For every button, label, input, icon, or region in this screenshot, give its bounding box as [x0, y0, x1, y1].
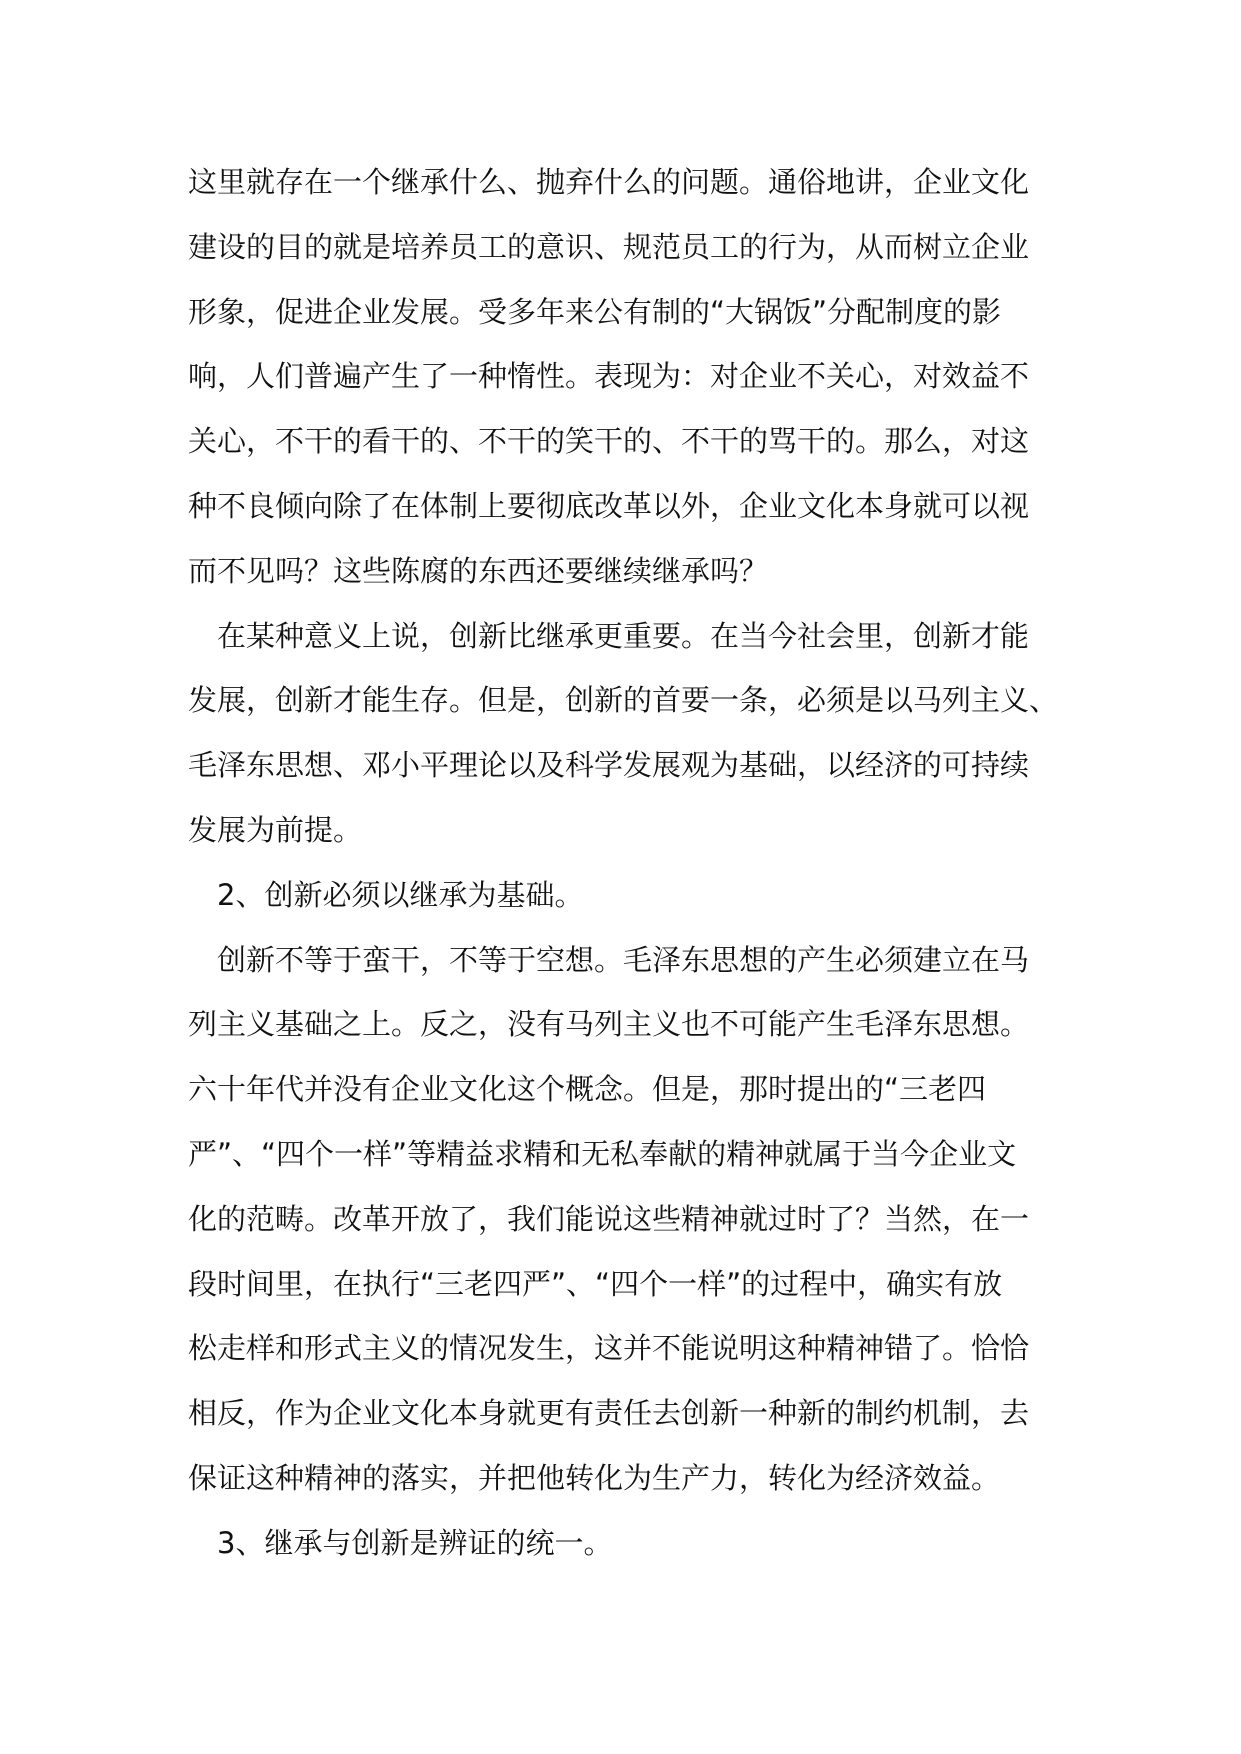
text-line: 发展，创新才能生存。但是，创新的首要一条，必须是以马列主义、 — [188, 683, 1059, 718]
text-line: 关心，不干的看干的、不干的笑干的、不干的骂干的。那么，对这 — [188, 424, 1030, 459]
text-line: 建设的目的就是培养员工的意识、规范员工的行为，从而树立企业 — [188, 229, 1030, 264]
text-line: 形象，促进企业发展。受多年来公有制的“大锅饭”分配制度的影 — [188, 294, 1002, 329]
text-line: 这里就存在一个继承什么、抛弃什么的问题。通俗地讲，企业文化 — [188, 165, 1030, 199]
text-line: 严”、“四个一样”等精益求精和无私奉献的精神就属于当今企业文 — [188, 1136, 1017, 1171]
text-line: 段时间里，在执行“三老四严”、“四个一样”的过程中，确实有放 — [188, 1266, 1003, 1301]
text-line: 列主义基础之上。反之，没有马列主义也不可能产生毛泽东思想。 — [188, 1007, 1030, 1042]
text-line: 响，人们普遍产生了一种惰性。表现为：对企业不关心，对效益不 — [188, 359, 1030, 394]
text-line: 化的范畴。改革开放了，我们能说这些精神就过时了？当然，在一 — [188, 1201, 1030, 1236]
text-line: 相反，作为企业文化本身就更有责任去创新一种新的制约机制，去 — [188, 1396, 1030, 1431]
text-line: 在某种意义上说，创新比继承更重要。在当今社会里，创新才能 — [217, 618, 1030, 653]
text-line: 毛泽东思想、邓小平理论以及科学发展观为基础，以经济的可持续 — [188, 748, 1030, 783]
text-line: 3、继承与创新是辨证的统一。 — [217, 1525, 613, 1560]
text-line: 六十年代并没有企业文化这个概念。但是，那时提出的“三老四 — [188, 1072, 987, 1107]
text-line: 松走样和形式主义的情况发生，这并不能说明这种精神错了。恰恰 — [188, 1331, 1030, 1366]
text-line: 发展为前提。 — [188, 812, 363, 847]
text-line: 2、创新必须以继承为基础。 — [217, 877, 584, 912]
text-line: 创新不等于蛮干，不等于空想。毛泽东思想的产生必须建立在马 — [217, 942, 1030, 977]
text-line: 种不良倾向除了在体制上要彻底改革以外，企业文化本身就可以视 — [188, 488, 1030, 523]
text-line: 而不见吗？这些陈腐的东西还要继续继承吗？ — [188, 553, 769, 588]
text-line: 保证这种精神的落实，并把他转化为生产力，转化为经济效益。 — [188, 1460, 1001, 1495]
body-text — [188, 150, 1059, 1576]
